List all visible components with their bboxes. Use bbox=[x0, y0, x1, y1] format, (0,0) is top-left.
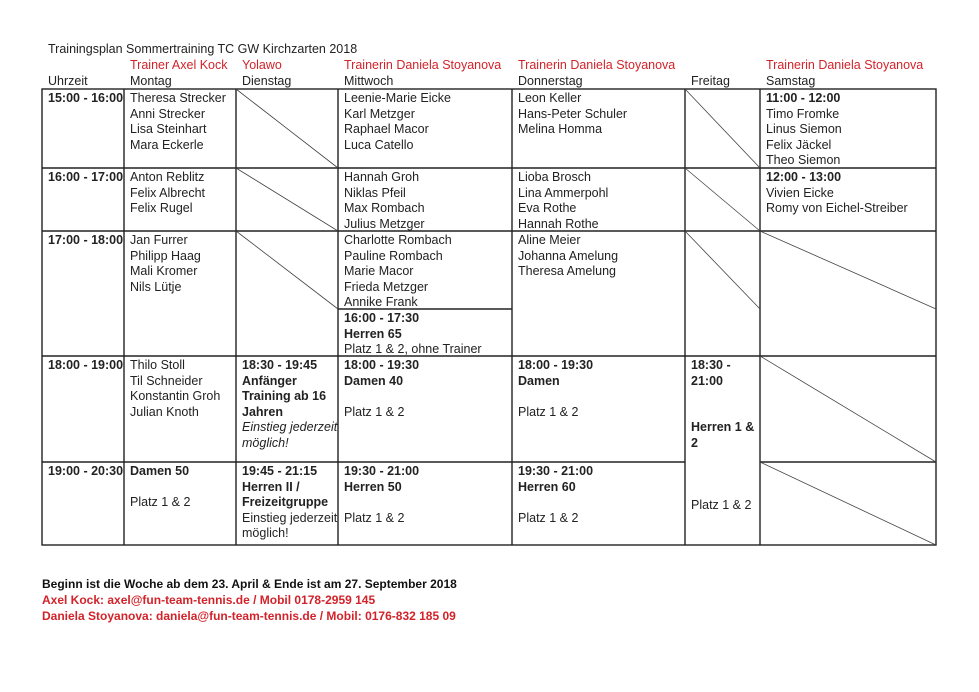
slot-montag bbox=[124, 462, 236, 511]
participant: Luca Catello bbox=[344, 137, 414, 152]
slot-mittwoch bbox=[338, 462, 512, 526]
court-note: Platz 1 & 2, ohne Trainer bbox=[344, 342, 482, 357]
participant: Felix Albrecht bbox=[130, 185, 206, 200]
empty-slot-diagonal bbox=[685, 89, 760, 168]
participant: Charlotte Rombach bbox=[344, 233, 452, 247]
empty-slot-diagonal bbox=[685, 168, 760, 231]
participant: Vivien Eicke bbox=[766, 185, 834, 200]
time-cell bbox=[42, 168, 124, 186]
slot-montag bbox=[124, 356, 236, 420]
group-name: Herren 1 & bbox=[691, 420, 755, 435]
participant: Niklas Pfeil bbox=[344, 185, 406, 200]
header-freitag: Freitag bbox=[691, 74, 730, 88]
participant: Theo Siemon bbox=[766, 153, 841, 168]
spacer bbox=[518, 389, 679, 405]
group-name: Damen 50 bbox=[130, 464, 190, 478]
participant: Jan Furrer bbox=[130, 233, 188, 247]
header-dienstag: Dienstag bbox=[242, 74, 292, 88]
entry-note: möglich! bbox=[242, 526, 289, 541]
empty-slot-diagonal bbox=[236, 168, 338, 231]
slot-mittwoch-herren65 bbox=[338, 309, 512, 358]
participant: Philipp Haag bbox=[130, 248, 201, 263]
header-mittwoch: Mittwoch bbox=[344, 74, 394, 88]
trainer-dienstag: Yolawo bbox=[242, 58, 282, 72]
spacer bbox=[691, 467, 754, 483]
time-label: 17:00 - 18:00 bbox=[48, 233, 124, 247]
participant: Max Rombach bbox=[344, 201, 425, 216]
participant: Melina Homma bbox=[518, 122, 603, 137]
participant: Nils Lütje bbox=[130, 279, 182, 294]
slot-mittwoch bbox=[338, 89, 512, 153]
participant: Theresa Amelung bbox=[518, 264, 616, 279]
contact-axel: Axel Kock: axel@fun-team-tennis.de / Mobil 0178-2959 145 bbox=[42, 593, 376, 607]
court-note: Platz 1 & 2 bbox=[518, 510, 579, 525]
participant: Anni Strecker bbox=[130, 106, 206, 121]
slot-time: 19:30 - 21:00 bbox=[518, 464, 594, 478]
participant: Romy von Eichel-Streiber bbox=[766, 201, 908, 216]
court-note: Platz 1 & 2 bbox=[691, 498, 752, 513]
participant: Julian Knoth bbox=[130, 404, 199, 419]
empty-slot-diagonal bbox=[236, 89, 338, 168]
court-note: Platz 1 & 2 bbox=[518, 404, 579, 419]
participant: Felix Rugel bbox=[130, 201, 193, 216]
entry-note: möglich! bbox=[242, 435, 289, 450]
slot-donnerstag bbox=[512, 462, 685, 526]
court-note: Platz 1 & 2 bbox=[130, 495, 191, 510]
slot-time: 18:30 - bbox=[691, 358, 731, 372]
slot-montag bbox=[124, 89, 236, 153]
group-name: Anfänger bbox=[242, 373, 297, 388]
spacer bbox=[344, 389, 506, 405]
spacer bbox=[691, 389, 754, 405]
time-label: 15:00 - 16:00 bbox=[48, 91, 124, 105]
participant: Theresa Strecker bbox=[130, 91, 226, 105]
participant: Anton Reblitz bbox=[130, 170, 205, 184]
time-label: 18:00 - 19:00 bbox=[48, 358, 124, 372]
trainer-montag: Trainer Axel Kock bbox=[130, 58, 228, 72]
group-name: Herren 65 bbox=[344, 326, 402, 341]
header-samstag: Samstag bbox=[766, 74, 816, 88]
participant: Karl Metzger bbox=[344, 106, 415, 121]
participant: Felix Jäckel bbox=[766, 137, 832, 152]
empty-slot-diagonal bbox=[760, 462, 936, 545]
participant: Lioba Brosch bbox=[518, 170, 591, 184]
group-name: 2 bbox=[691, 435, 698, 450]
group-name: Herren 60 bbox=[518, 479, 576, 494]
court-note: Platz 1 & 2 bbox=[344, 510, 405, 525]
slot-mittwoch bbox=[338, 231, 512, 311]
slot-mittwoch bbox=[338, 168, 512, 232]
participant: Lina Ammerpohl bbox=[518, 185, 609, 200]
slot-montag bbox=[124, 231, 236, 295]
participant: Linus Siemon bbox=[766, 122, 842, 137]
spacer bbox=[691, 483, 754, 499]
slot-time: 12:00 - 13:00 bbox=[766, 170, 842, 184]
slot-time: 21:00 bbox=[691, 373, 723, 388]
slot-donnerstag bbox=[512, 89, 685, 138]
header-donnerstag: Donnerstag bbox=[518, 74, 583, 88]
time-cell bbox=[42, 231, 124, 249]
participant: Mali Kromer bbox=[130, 264, 198, 279]
contact-daniela: Daniela Stoyanova: daniela@fun-team-tennis.de / Mobil: 0176-832 185 09 bbox=[42, 609, 456, 623]
spacer bbox=[518, 495, 679, 511]
spacer bbox=[691, 452, 754, 468]
spacer bbox=[691, 405, 754, 421]
participant: Timo Fromke bbox=[766, 106, 840, 121]
slot-time: 19:30 - 21:00 bbox=[344, 464, 420, 478]
time-cell bbox=[42, 89, 124, 107]
slot-samstag bbox=[760, 168, 936, 217]
empty-slot-diagonal bbox=[760, 231, 936, 309]
participant: Aline Meier bbox=[518, 233, 581, 247]
slot-donnerstag bbox=[512, 231, 685, 280]
participant: Thilo Stoll bbox=[130, 358, 185, 372]
time-cell bbox=[42, 462, 124, 480]
court-note: Platz 1 & 2 bbox=[344, 404, 405, 419]
header-uhrzeit: Uhrzeit bbox=[48, 74, 88, 88]
slot-time: 18:00 - 19:30 bbox=[518, 358, 594, 372]
slot-mittwoch bbox=[338, 356, 512, 420]
time-label: 19:00 - 20:30 bbox=[48, 464, 124, 478]
participant: Frieda Metzger bbox=[344, 279, 429, 294]
participant: Leenie-Marie Eicke bbox=[344, 91, 451, 105]
season-info: Beginn ist die Woche ab dem 23. April & Ende ist am 27. September 2018 bbox=[42, 577, 457, 591]
empty-slot-diagonal bbox=[685, 231, 760, 309]
participant: Mara Eckerle bbox=[130, 137, 204, 152]
slot-time: 11:00 - 12:00 bbox=[766, 91, 841, 105]
slot-samstag bbox=[760, 89, 936, 169]
slot-time: 18:30 - 19:45 bbox=[242, 358, 318, 372]
participant: Julius Metzger bbox=[344, 216, 425, 231]
participant: Raphael Macor bbox=[344, 122, 429, 137]
slot-dienstag bbox=[236, 356, 338, 452]
time-cell bbox=[42, 356, 124, 374]
participant: Pauline Rombach bbox=[344, 248, 443, 263]
group-name: Herren 50 bbox=[344, 479, 402, 494]
slot-donnerstag bbox=[512, 356, 685, 420]
group-name: Damen 40 bbox=[344, 373, 404, 388]
slot-time: 16:00 - 17:30 bbox=[344, 311, 420, 325]
group-name: Jahren bbox=[242, 404, 283, 419]
entry-note: Einstieg jederzeit bbox=[242, 420, 338, 435]
participant: Annike Frank bbox=[344, 295, 418, 310]
slot-time: 19:45 - 21:15 bbox=[242, 464, 318, 478]
participant: Lisa Steinhart bbox=[130, 122, 207, 137]
trainer-samstag: Trainerin Daniela Stoyanova bbox=[766, 58, 924, 72]
empty-slot-diagonal bbox=[760, 356, 936, 462]
group-name: Training ab 16 bbox=[242, 389, 327, 404]
header-montag: Montag bbox=[130, 74, 172, 88]
participant: Marie Macor bbox=[344, 264, 414, 279]
entry-note: Einstieg jederzeit bbox=[242, 510, 338, 525]
participant: Hannah Rothe bbox=[518, 216, 599, 231]
slot-donnerstag bbox=[512, 168, 685, 232]
participant: Eva Rothe bbox=[518, 201, 577, 216]
group-name: Herren II / bbox=[242, 479, 300, 494]
group-name: Damen bbox=[518, 373, 560, 388]
participant: Leon Keller bbox=[518, 91, 582, 105]
slot-time: 18:00 - 19:30 bbox=[344, 358, 420, 372]
trainer-mittwoch: Trainerin Daniela Stoyanova bbox=[344, 58, 502, 72]
empty-slot-diagonal bbox=[236, 231, 338, 309]
trainer-donnerstag: Trainerin Daniela Stoyanova bbox=[518, 58, 676, 72]
slot-montag bbox=[124, 168, 236, 217]
participant: Johanna Amelung bbox=[518, 248, 619, 263]
slot-dienstag bbox=[236, 462, 338, 542]
participant: Til Schneider bbox=[130, 373, 203, 388]
participant: Hannah Groh bbox=[344, 170, 420, 184]
document-title: Trainingsplan Sommertraining TC GW Kirchzarten 2018 bbox=[48, 42, 358, 56]
spacer bbox=[130, 480, 230, 496]
time-label: 16:00 - 17:00 bbox=[48, 170, 124, 184]
slot-freitag bbox=[685, 356, 760, 545]
participant: Konstantin Groh bbox=[130, 389, 221, 404]
group-name: Freizeitgruppe bbox=[242, 495, 329, 510]
spacer bbox=[344, 495, 506, 511]
participant: Hans-Peter Schuler bbox=[518, 106, 628, 121]
